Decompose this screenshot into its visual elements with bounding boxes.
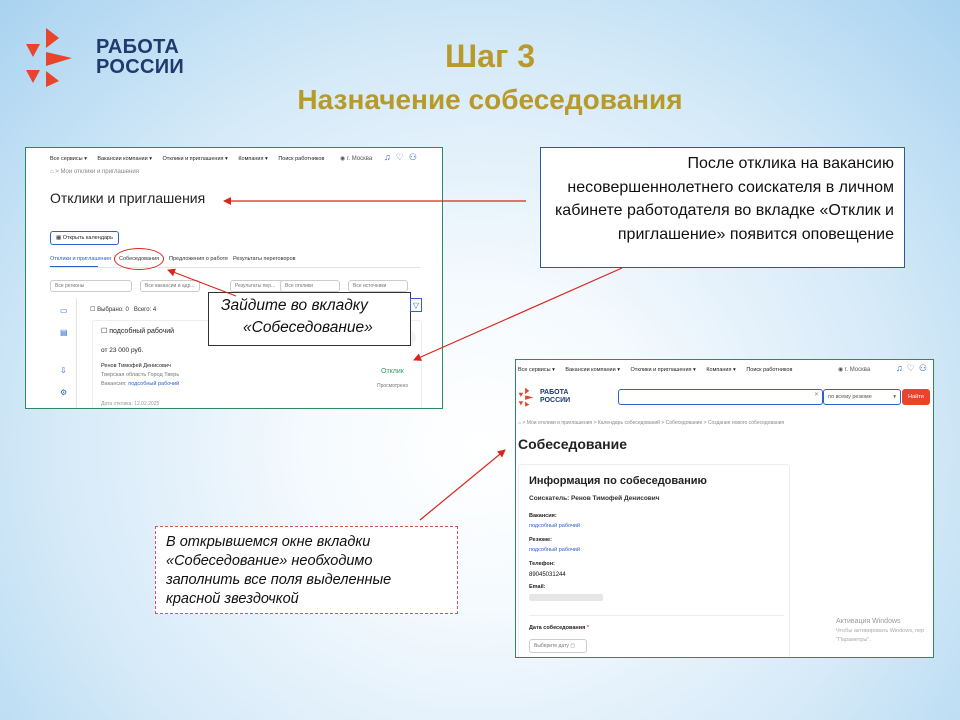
email-label: Email: [529, 584, 546, 590]
arrow-to-interviews-tab [168, 270, 236, 296]
tab-results[interactable]: Результаты переговоров [233, 256, 296, 262]
nav-item[interactable]: Отклики и приглашения ▾ [630, 367, 696, 373]
nav-item[interactable]: Вакансии компании ▾ [97, 156, 152, 162]
callout-go-to-tab-line1: Зайдите во вкладку [221, 297, 368, 314]
heart-icon[interactable]: ♡ [906, 363, 919, 373]
step-title: Шаг 3 [445, 38, 535, 74]
date-label: Дата собеседования * [529, 625, 589, 631]
settings-icon[interactable]: ⚙ [60, 388, 68, 397]
nav-item[interactable]: Поиск работников [746, 367, 793, 373]
filter-results[interactable]: Результаты пер... [230, 280, 290, 292]
card-name[interactable]: Ренов Тимофей Денисович [101, 363, 171, 369]
card-checkbox[interactable]: ☐ [101, 328, 108, 335]
vacancy-link[interactable]: подсобный рабочий [529, 523, 580, 529]
resume-label: Резюме: [529, 537, 552, 543]
card-viewed: Просмотрено [377, 383, 409, 389]
download-icon[interactable]: ⇩ [60, 366, 67, 375]
filter-responses[interactable]: Все отклики [280, 280, 340, 292]
logo-line2: РОССИИ [96, 56, 185, 78]
page-title: Отклики и приглашения [50, 190, 206, 206]
breadcrumb: ⌂ > Мои отклики и приглашения [50, 169, 139, 175]
filter-region[interactable]: Все регионы [50, 280, 132, 292]
eye-icon: ◉ [340, 156, 346, 162]
tab-job-offers[interactable]: Предложения о работе [169, 256, 229, 262]
selection-counter: ☐ Выбрано: 0 Всего: 4 [90, 307, 157, 313]
nav-item[interactable]: Вакансии компании ▾ [565, 367, 620, 373]
slide-subtitle: Назначение собеседования [297, 84, 683, 115]
required-star: * [586, 625, 589, 631]
choose-date-button[interactable]: Выберите дату ▢ [529, 639, 587, 653]
phone-value: 89045031244 [529, 572, 566, 578]
arrow-to-form [420, 450, 505, 520]
search-scope-select[interactable]: по всему резюме ▾ [823, 389, 901, 405]
arrow-to-card [414, 268, 622, 360]
calendar-icon: ▢ [570, 643, 576, 649]
heart-icon[interactable]: ♡ [395, 152, 409, 162]
user-add-icon[interactable]: ⚇ [408, 152, 422, 162]
applicant: Соискатель: Ренов Тимофей Денисович [529, 495, 660, 502]
site-logo-line2: РОССИИ [540, 397, 571, 404]
bell-icon[interactable]: ♫ [896, 363, 907, 373]
select-all-checkbox[interactable]: ☐ [90, 307, 96, 313]
card-vacancy-row: Вакансия: подсобный рабочий [101, 381, 180, 387]
clear-icon[interactable]: ✕ [814, 392, 820, 398]
search-button[interactable]: Найти [902, 389, 930, 405]
card-location: Тверская область Город Тверь [101, 372, 180, 378]
card-salary: от 23 000 руб. [101, 347, 144, 354]
filter-icon[interactable]: ▽ [410, 298, 422, 312]
breadcrumb: ⌂ > Мои отклики и приглашения > Календарь собеседований > Собеседование > Создание нового собеседования [518, 420, 785, 426]
callout-fill-fields-text: В открывшемся окне вкладки «Собеседование» необходимо заполнить все поля выделенные красной звездочкой [166, 534, 392, 607]
phone-label: Телефон: [529, 561, 555, 567]
city-label[interactable]: ◉ г. Москва [838, 367, 871, 373]
vacancy-label: Вакансия: [529, 513, 557, 519]
windows-activation-hint2: "Параметры". [836, 637, 871, 643]
tab-interviews[interactable]: Собеседования [119, 256, 160, 262]
page-title: Собеседование [518, 436, 627, 452]
nav-item[interactable]: Компания ▾ [238, 156, 268, 162]
card-status: Отклик [381, 368, 404, 375]
card-vacancy: ☐ подсобный рабочий [101, 328, 175, 335]
logo-line1: РАБОТА [96, 36, 180, 58]
site-logo-line1: РАБОТА [540, 389, 569, 396]
city-label[interactable]: ◉ г. Москва [340, 156, 373, 162]
resume-link[interactable]: подсобный рабочий [529, 547, 580, 553]
nav-item[interactable]: Все сервисы ▾ [50, 156, 87, 162]
callout-notification-text: После отклика на вакансию несовершеннолетнего соискателя в личном кабинете работодателя во вкладке «Отклик и приглашение» появится оповещение [554, 155, 894, 243]
eye-icon: ◉ [838, 367, 844, 373]
filter-vacancies[interactable]: Все вакансии и адр... [140, 280, 200, 292]
info-title: Информация по собеседованию [529, 475, 707, 487]
nav-item[interactable]: Поиск работников [278, 156, 325, 162]
filter-sources[interactable]: Все источники [348, 280, 408, 292]
card-vacancy-link[interactable]: подсобный рабочий [128, 381, 180, 387]
calendar-icon: ▦ [56, 235, 62, 241]
nav-item[interactable]: Отклики и приглашения ▾ [162, 156, 228, 162]
callout-go-to-tab-line2: «Собеседование» [243, 319, 373, 336]
chevron-down-icon: ▾ [893, 394, 896, 400]
card-date: Дата отклика: 12.02.2025 [101, 401, 160, 407]
bell-icon[interactable]: ♫ [384, 152, 396, 162]
windows-activation-title: Активация Windows [836, 618, 901, 625]
windows-activation-hint: Чтобы активировать Windows, пер [836, 628, 925, 634]
archive-icon[interactable]: ▤ [60, 328, 68, 337]
folder-icon[interactable]: ▭ [60, 306, 68, 315]
nav-item[interactable]: Все сервисы ▾ [518, 367, 555, 373]
open-calendar-button[interactable]: ▦ Открыть календарь [50, 231, 119, 245]
user-add-icon[interactable]: ⚇ [918, 363, 931, 373]
nav-item[interactable]: Компания ▾ [706, 367, 736, 373]
tab-responses[interactable]: Отклики и приглашения [50, 256, 111, 262]
